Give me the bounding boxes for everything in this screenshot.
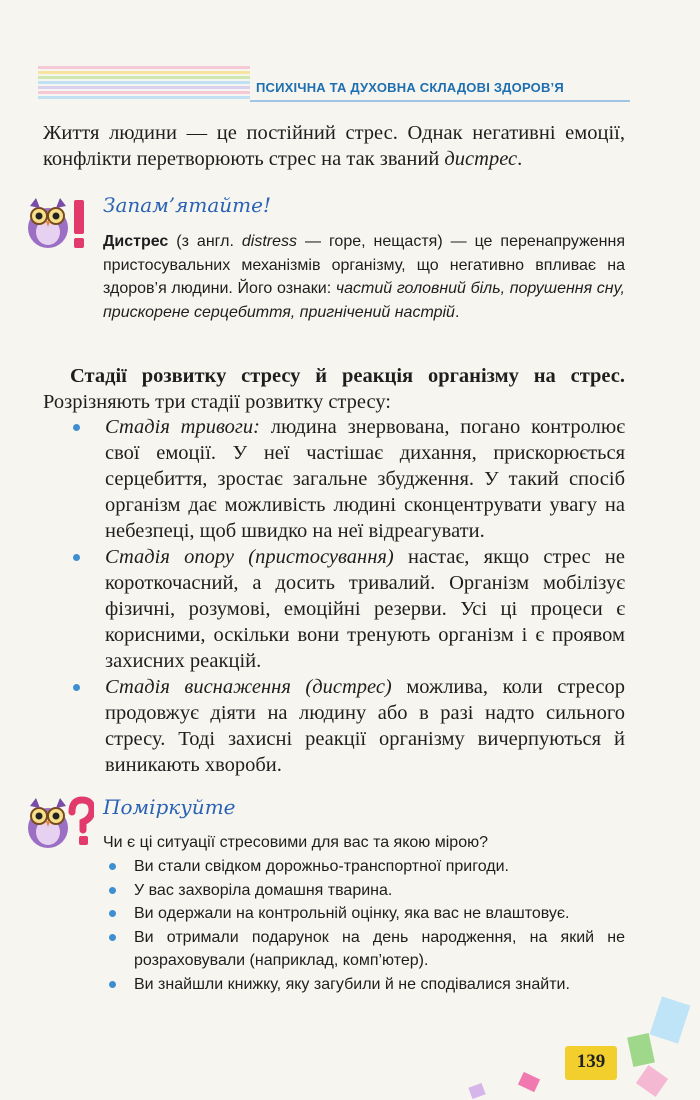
stage-text: людина знервована, погано контролює свої емоції. У неї частішає дихання, прискорюється серцебиття, зростає загальне збудження. У такий спосіб організм дає можливість людині сконцентрувати увагу на небезпеці, щоб швидко на неї відреагувати. xyxy=(105,416,625,542)
definition-text-2: — горе, нещастя) — це перенапруження пристосувальних механізмів організму, що негативно впливає на здоров’я людини. Його ознаки: xyxy=(103,233,626,297)
list-item xyxy=(134,973,625,997)
bullet-icon xyxy=(109,981,116,988)
intro-paragraph xyxy=(43,120,625,172)
stages-lead: Розрізняють три стадії розвитку стресу: xyxy=(43,391,391,413)
definition-end: . xyxy=(454,303,460,321)
decorative-shape xyxy=(650,996,691,1043)
situation-text: Ви знайшли книжку, яку загубили й не сподівалися знайти. xyxy=(134,975,570,993)
stages-intro xyxy=(43,363,625,415)
stage-text: можлива, коли стресор продовжує діяти на людину або в разі надто сильного стресу. Тоді захисні реакції організму вичерпуються й виникають хвороби. xyxy=(105,676,625,776)
bullet-icon xyxy=(73,424,80,431)
stage-name: Стадія опору (пристосування) xyxy=(105,546,394,568)
bullet-icon xyxy=(109,863,116,870)
list-item xyxy=(134,879,625,903)
situation-text: У вас захворіла домашня тварина. xyxy=(134,881,393,899)
stages-heading: Стадії розвитку стресу й реакція організму на стрес. xyxy=(70,365,625,387)
english-term: distress xyxy=(241,233,298,250)
bullet-icon xyxy=(109,910,116,917)
distress-term: Дистрес xyxy=(103,233,169,250)
situations-list xyxy=(134,855,625,996)
situation-text: Ви стали свідком дорожньо-транспортної пригоди. xyxy=(134,858,509,875)
decorative-shape xyxy=(518,1072,540,1092)
bullet-icon xyxy=(109,934,116,941)
stage-text: настає, якщо стрес не короткочасний, а досить тривалий. Організм мобілізує фізичні, розумові, емоційні резерви. Усі ці процеси є корисними, оскільки вони тренують організм і є проявом захисних реакцій. xyxy=(105,546,625,672)
list-item xyxy=(134,902,625,926)
bullet-icon xyxy=(73,554,80,561)
bullet-icon xyxy=(109,887,116,894)
decorative-shape xyxy=(636,1065,668,1097)
decorative-shape xyxy=(627,1033,655,1067)
definition-text-1: (з англ. xyxy=(168,233,242,250)
remember-title: Запам’ятайте! xyxy=(103,193,271,217)
owl-exclamation-icon xyxy=(22,190,94,252)
intro-term: дистрес xyxy=(444,148,518,170)
stage-name: Стадія тривоги: xyxy=(105,416,260,438)
list-item xyxy=(105,544,625,674)
list-item xyxy=(134,926,625,973)
decorative-shape xyxy=(468,1083,485,1099)
think-question: Чи є ці ситуації стресовими для вас та якою мірою? xyxy=(103,834,488,851)
situation-text: Ви отримали подарунок на день народження, на який не розраховували (наприклад, комп’ютер). xyxy=(134,928,625,969)
list-item xyxy=(105,414,625,544)
intro-end: . xyxy=(517,148,523,170)
header-color-stripes xyxy=(38,66,250,104)
running-header: ПСИХІЧНА ТА ДУХОВНА СКЛАДОВІ ЗДОРОВ’Я xyxy=(256,80,564,95)
header-rule xyxy=(250,100,630,102)
intro-text: Життя людини — це постійний стрес. Однак негативні емоції, конфлікти перетворюють стрес на так званий xyxy=(43,122,625,170)
owl-question-icon xyxy=(22,790,94,852)
situation-text: Ви одержали на контрольній оцінку, яка вас не влаштовує. xyxy=(134,905,570,922)
stage-name: Стадія виснаження (дистрес) xyxy=(105,676,392,698)
stages-list xyxy=(105,414,625,778)
list-item xyxy=(105,674,625,778)
distress-signs: частий головний біль, порушення сну, прискорене серцебиття, пригнічений настрій xyxy=(103,280,625,321)
list-item xyxy=(134,855,625,879)
think-title: Поміркуйте xyxy=(103,795,236,819)
bullet-icon xyxy=(73,684,80,691)
page-number: 139 xyxy=(576,1051,606,1072)
remember-definition xyxy=(103,230,625,324)
